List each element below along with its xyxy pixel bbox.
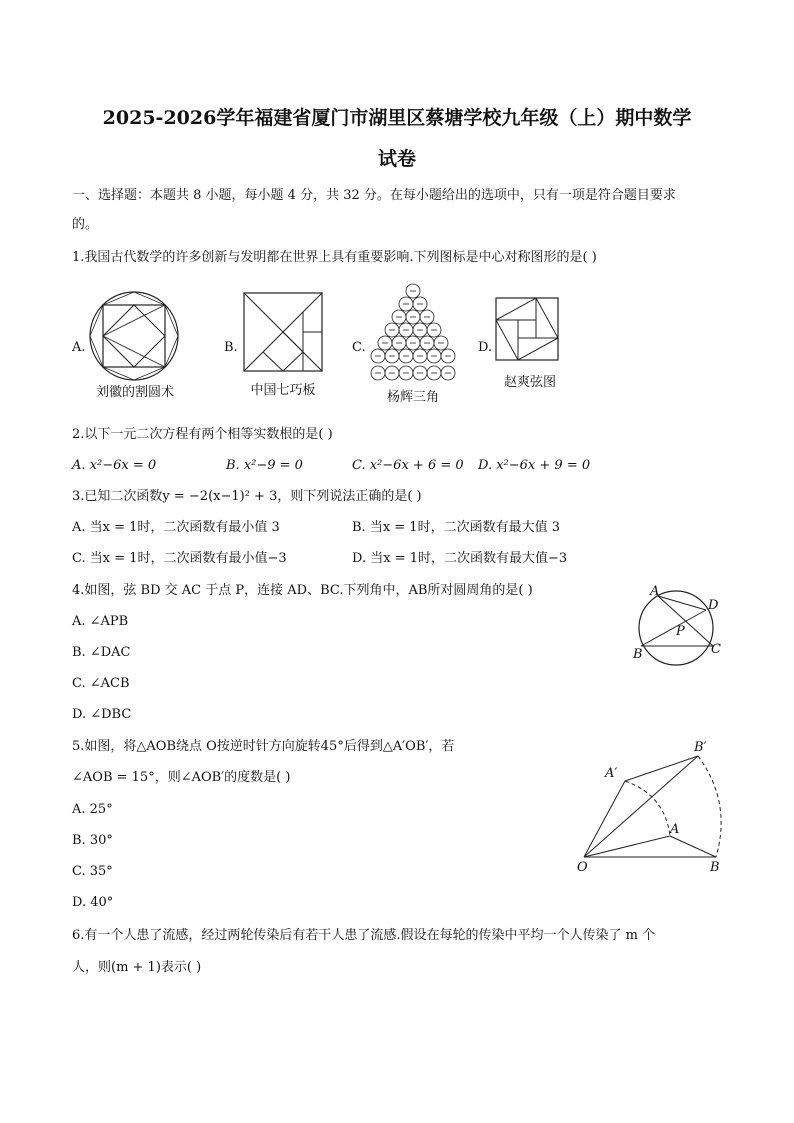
q5-label-o: O: [577, 860, 588, 875]
q6-stem-line2: 人，则(m + 1)表示( ): [72, 960, 202, 975]
q5-option-a: A. 25°: [72, 802, 113, 817]
q5-stem-line2: ∠AOB = 15°，则∠AOB′的度数是( ): [72, 770, 291, 785]
q4-label-c: C: [711, 642, 721, 657]
q1-option-b-letter: B.: [224, 340, 238, 355]
q4-label-d: D: [708, 598, 719, 613]
q4-label-a: A: [650, 584, 660, 599]
q5-label-b: B: [710, 860, 720, 875]
q1-option-d-letter: D.: [478, 340, 493, 355]
q2-option-d: D. x²−6x + 9 = 0: [478, 458, 591, 473]
q1-option-d-caption: 赵爽弦图: [503, 375, 556, 390]
q5-label-b-prime: B′: [694, 740, 707, 755]
q2-option-c: C. x²−6x + 6 = 0: [352, 458, 464, 473]
q1-option-b-caption: 中国七巧板: [250, 383, 316, 398]
q6-stem-line1: 6.有一个人患了流感，经过两轮传染后有若干人患了流感.假设在每轮的传染中平均一个人传染了 m 个: [72, 928, 656, 943]
q3-option-b: B. 当x = 1时，二次函数有最大值 3: [352, 520, 560, 535]
section-instructions-line1: 一、选择题：本题共 8 小题，每小题 4 分，共 32 分。在每小题给出的选项中，只有一项是符合题目要求: [72, 188, 676, 203]
q2-option-a: A. x²−6x = 0: [72, 458, 157, 473]
q5-label-a: A: [670, 822, 680, 837]
q5-option-b: B. 30°: [72, 833, 113, 848]
q4-option-a: A. ∠APB: [72, 614, 129, 629]
q4-option-c: C. ∠ACB: [72, 676, 130, 691]
tangram-icon: [243, 292, 323, 372]
q3-option-a: A. 当x = 1时，二次函数有最小值 3: [72, 520, 280, 535]
paper-title-line1: 2025-2026学年福建省厦门市湖里区蔡塘学校九年级（上）期中数学: [102, 107, 692, 129]
q2-option-b: B. x²−9 = 0: [226, 458, 303, 473]
q5-option-c: C. 35°: [72, 864, 113, 879]
q4-option-d: D. ∠DBC: [72, 707, 132, 722]
section-instructions-line2: 的。: [72, 217, 99, 232]
q2-stem: 2.以下一元二次方程有两个相等实数根的是( ): [72, 427, 333, 442]
q1-option-a-caption: 刘徽的割圆术: [95, 385, 174, 400]
liu-hui-circle-icon: [88, 290, 180, 382]
paper-title-line2: 试卷: [377, 148, 416, 170]
q3-option-d: D. 当x = 1时，二次函数有最大值−3: [352, 551, 568, 566]
zhao-shuang-diagram-icon: [495, 297, 559, 361]
q5-rotation-figure: [570, 740, 730, 870]
q4-stem: 4.如图，弦 BD 交 AC 于点 P，连接 AD、BC.下列角中，AB所对圆周角的是( ): [72, 583, 533, 598]
q5-option-d: D. 40°: [72, 895, 114, 910]
q4-label-b: B: [633, 647, 643, 662]
q1-option-a-letter: A.: [72, 340, 86, 355]
q4-label-p: P: [676, 624, 685, 639]
yang-hui-triangle-icon: [370, 283, 456, 385]
q1-option-c-caption: 杨辉三角: [386, 390, 439, 405]
q5-stem-line1: 5.如图，将△AOB绕点 O按逆时针方向旋转45°后得到△A′OB′，若: [72, 739, 455, 754]
q1-option-c-letter: C.: [352, 340, 366, 355]
q3-stem: 3.已知二次函数y = −2(x−1)² + 3，则下列说法正确的是( ): [72, 489, 422, 504]
q4-option-b: B. ∠DAC: [72, 645, 131, 660]
q3-option-c: C. 当x = 1时，二次函数有最小值−3: [72, 551, 287, 566]
q5-label-a-prime: A′: [605, 766, 618, 781]
q1-stem: 1.我国古代数学的许多创新与发明都在世界上具有重要影响.下列图标是中心对称图形的是( ): [72, 250, 597, 265]
